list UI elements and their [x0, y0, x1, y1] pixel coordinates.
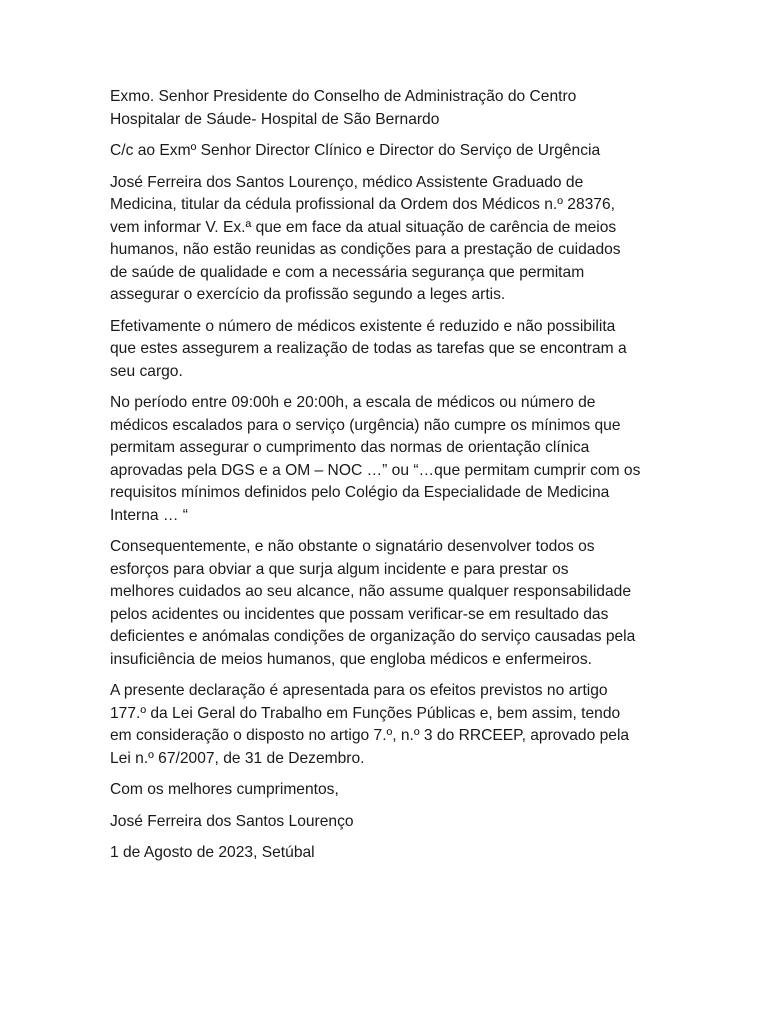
text-line: 1 de Agosto de 2023, Setúbal	[110, 844, 315, 861]
text-line: humanos, não estão reunidas as condições para a prestação de cuidados	[110, 241, 621, 258]
text-line: Exmo. Senhor Presidente do Conselho de Administração do Centro	[110, 88, 577, 105]
body-paragraph-3	[110, 392, 670, 527]
date-place	[110, 842, 670, 865]
text-line: insuficiência de meios humanos, que engloba médicos e enfermeiros.	[110, 650, 592, 668]
text-line: Com os melhores cumprimentos,	[110, 781, 339, 798]
text-line: deficientes e anómalas condições de organização do serviço causadas pela	[110, 628, 636, 645]
intro-paragraph	[110, 172, 670, 307]
text-line: aprovadas pela DGS e a OM – NOC …” ou “…que permitam cumprir com os	[110, 461, 641, 479]
text-line: esforços para obviar a que surja algum incidente e para prestar os	[110, 560, 569, 578]
closing-line	[110, 779, 670, 802]
text-line: Medicina, titular da cédula profissional da Ordem dos Médicos n.º 28376,	[110, 196, 615, 213]
text-line: em consideração o disposto no artigo 7.º, n.º 3 do RRCEEP, aprovado pela	[110, 727, 630, 744]
letter-body	[110, 86, 670, 874]
text-line: Lei n.º 67/2007, de 31 de Dezembro.	[110, 749, 365, 767]
text-line: permitam assegurar o cumprimento das normas de orientação clínica	[110, 439, 590, 456]
text-line: Hospitalar de Sáude- Hospital de São Bernardo	[110, 110, 440, 128]
text-line: José Ferreira dos Santos Lourenço	[110, 812, 354, 830]
signature-name	[110, 811, 670, 834]
body-paragraph-5	[110, 680, 670, 770]
text-line: A presente declaração é apresentada para os efeitos previstos no artigo	[110, 682, 608, 699]
text-line: seu cargo.	[110, 362, 183, 380]
text-line: Efetivamente o número de médicos existente é reduzido e não possibilita	[110, 317, 616, 335]
body-paragraph-4	[110, 536, 670, 671]
body-paragraph-2	[110, 316, 670, 384]
text-line: que estes assegurem a realização de todas as tarefas que se encontram a	[110, 340, 627, 357]
text-line: Consequentemente, e não obstante o signatário desenvolver todos os	[110, 538, 595, 555]
text-line: pelos acidentes ou incidentes que possam verificar-se em resultado das	[110, 605, 609, 623]
text-line: Interna … “	[110, 506, 188, 524]
text-line: No período entre 09:00h e 20:00h, a escala de médicos ou número de	[110, 394, 596, 411]
text-line: C/c ao Exmº Senhor Director Clínico e Director do Serviço de Urgência	[110, 142, 601, 159]
text-line: melhores cuidados ao seu alcance, não assume qualquer responsabilidade	[110, 583, 631, 600]
text-line: assegurar o exercício da profissão segundo a leges artis.	[110, 286, 506, 303]
addressee-paragraph	[110, 86, 670, 131]
text-line: José Ferreira dos Santos Lourenço, médico Assistente Graduado de	[110, 173, 584, 191]
text-line: requisitos mínimos definidos pelo Colégio da Especialidade de Medicina	[110, 484, 610, 501]
text-line: de saúde de qualidade e com a necessária segurança que permitam	[110, 263, 585, 281]
text-line: 177.º da Lei Geral do Trabalho em Funções Públicas e, bem assim, tendo	[110, 704, 621, 722]
text-line: médicos escalados para o serviço (urgência) não cumpre os mínimos que	[110, 416, 621, 434]
cc-paragraph	[110, 140, 670, 163]
text-line: vem informar V. Ex.ª que em face da atual situação de carência de meios	[110, 218, 617, 236]
